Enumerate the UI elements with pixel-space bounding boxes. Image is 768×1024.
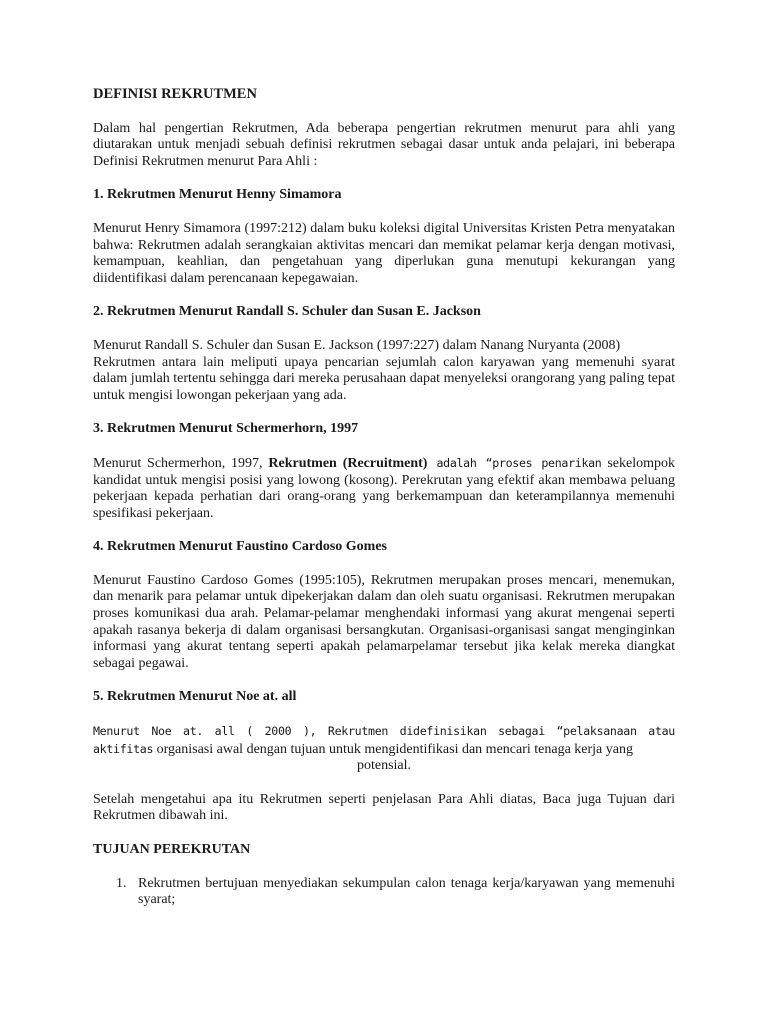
list-item-text: Rekrutmen bertujuan menyediakan sekumpulan calon tenaga kerja/karyawan yang memenuhi syarat; [138, 875, 675, 908]
section-1-heading: 1. Rekrutmen Menurut Henny Simamora [93, 187, 342, 203]
section-3-body-post: sekelompok kandidat untuk mengisi posisi yang lowong (kosong). Perekrutan yang efektif akan membawa peluang pekerjaan kepada perhatian dari orang-orang yang berkemampuan dan keterampilannya memenuhi spesifikasi pekerjaan. [93, 455, 675, 521]
document-title: DEFINISI REKRUTMEN [93, 86, 257, 102]
section-2-body-line2: Rekrutmen antara lain meliputi upaya pencarian sejumlah calon karyawan yang memenuhi syarat dalam jumlah tertentu sehingga dari mereka perusahaan dapat menyeleksi orangorang yang paling tepat untuk mengisi lowongan pekerjaan yang ada. [93, 354, 675, 403]
section-1-body: Menurut Henry Simamora (1997:212) dalam buku koleksi digital Universitas Kristen Petra menyatakan bahwa: Rekrutmen adalah serangkaian aktivitas mencari dan memikat pelamar kerja dengan motivasi, kemampuan, keahlian, dan pengetahuan yang diperlukan guna menutupi kekurangan yang diidentifikasi dalam perencanaan kepegawaian. [93, 220, 675, 286]
tujuan-heading: TUJUAN PEREKRUTAN [93, 842, 251, 857]
section-3-body-mono: adalah “proses penarikan [427, 455, 602, 470]
intro-paragraph: Dalam hal pengertian Rekrutmen, Ada beberapa pengertian rekrutmen menurut para ahli yang diutarakan untuk menjadi sebuah definisi rekrutmen sebagai dasar untuk anda pelajari, ini beberapa Definisi Rekrutmen menurut Para Ahli : [93, 120, 675, 169]
section-4-heading: 4. Rekrutmen Menurut Faustino Cardoso Gomes [93, 539, 387, 555]
document-page [93, 86, 675, 909]
tujuan-list [93, 876, 675, 909]
section-3-body-pre: Menurut Schermerhon, 1997, [93, 455, 269, 471]
section-2-heading: 2. Rekrutmen Menurut Randall S. Schuler dan Susan E. Jackson [93, 304, 481, 320]
section-5-heading: 5. Rekrutmen Menurut Noe at. all [93, 689, 297, 705]
list-item [93, 876, 675, 909]
section-5-body-serif: organisasi awal dengan tujuan untuk mengidentifikasi dan mencari tenaga kerja yang [156, 741, 633, 757]
section-3-heading: 3. Rekrutmen Menurut Schermerhorn, 1997 [93, 421, 359, 437]
section-5-body-mono: Menurut Noe at. all ( 2000 ), Rekrutmen didefinisikan sebagai “pelaksanaan atau aktifitas [93, 724, 675, 756]
section-3-body [93, 455, 675, 522]
section-3-term: Rekrutmen (Recruitment) [268, 455, 428, 471]
section-2-body-line1: Menurut Randall S. Schuler dan Susan E. Jackson (1997:227) dalam Nanang Nuryanta (2008) [93, 337, 621, 353]
section-5-body-center: potensial. [356, 758, 412, 774]
list-item-number: 1. [116, 875, 127, 891]
closing-paragraph: Setelah mengetahui apa itu Rekrutmen seperti penjelasan Para Ahli diatas, Baca juga Tujuan dari Rekrutmen dibawah ini. [93, 791, 675, 824]
section-5-body [93, 723, 675, 775]
section-4-body: Menurut Faustino Cardoso Gomes (1995:105), Rekrutmen merupakan proses mencari, menemukan, dan menarik para pelamar untuk dipekerjakan dalam dan oleh suatu organisasi. Rekrutmen merupakan proses komunikasi dua arah. Pelamar-pelamar menghendaki informasi yang akurat mengenai seperti apakah rasanya bekerja di dalam organisasi bersangkutan. Organisasi-organisasi sangat menginginkan informasi yang akurat tentang seperti apakah pelamarpelamar tersebut jika kelak mereka diangkat sebagai pegawai. [93, 572, 675, 671]
